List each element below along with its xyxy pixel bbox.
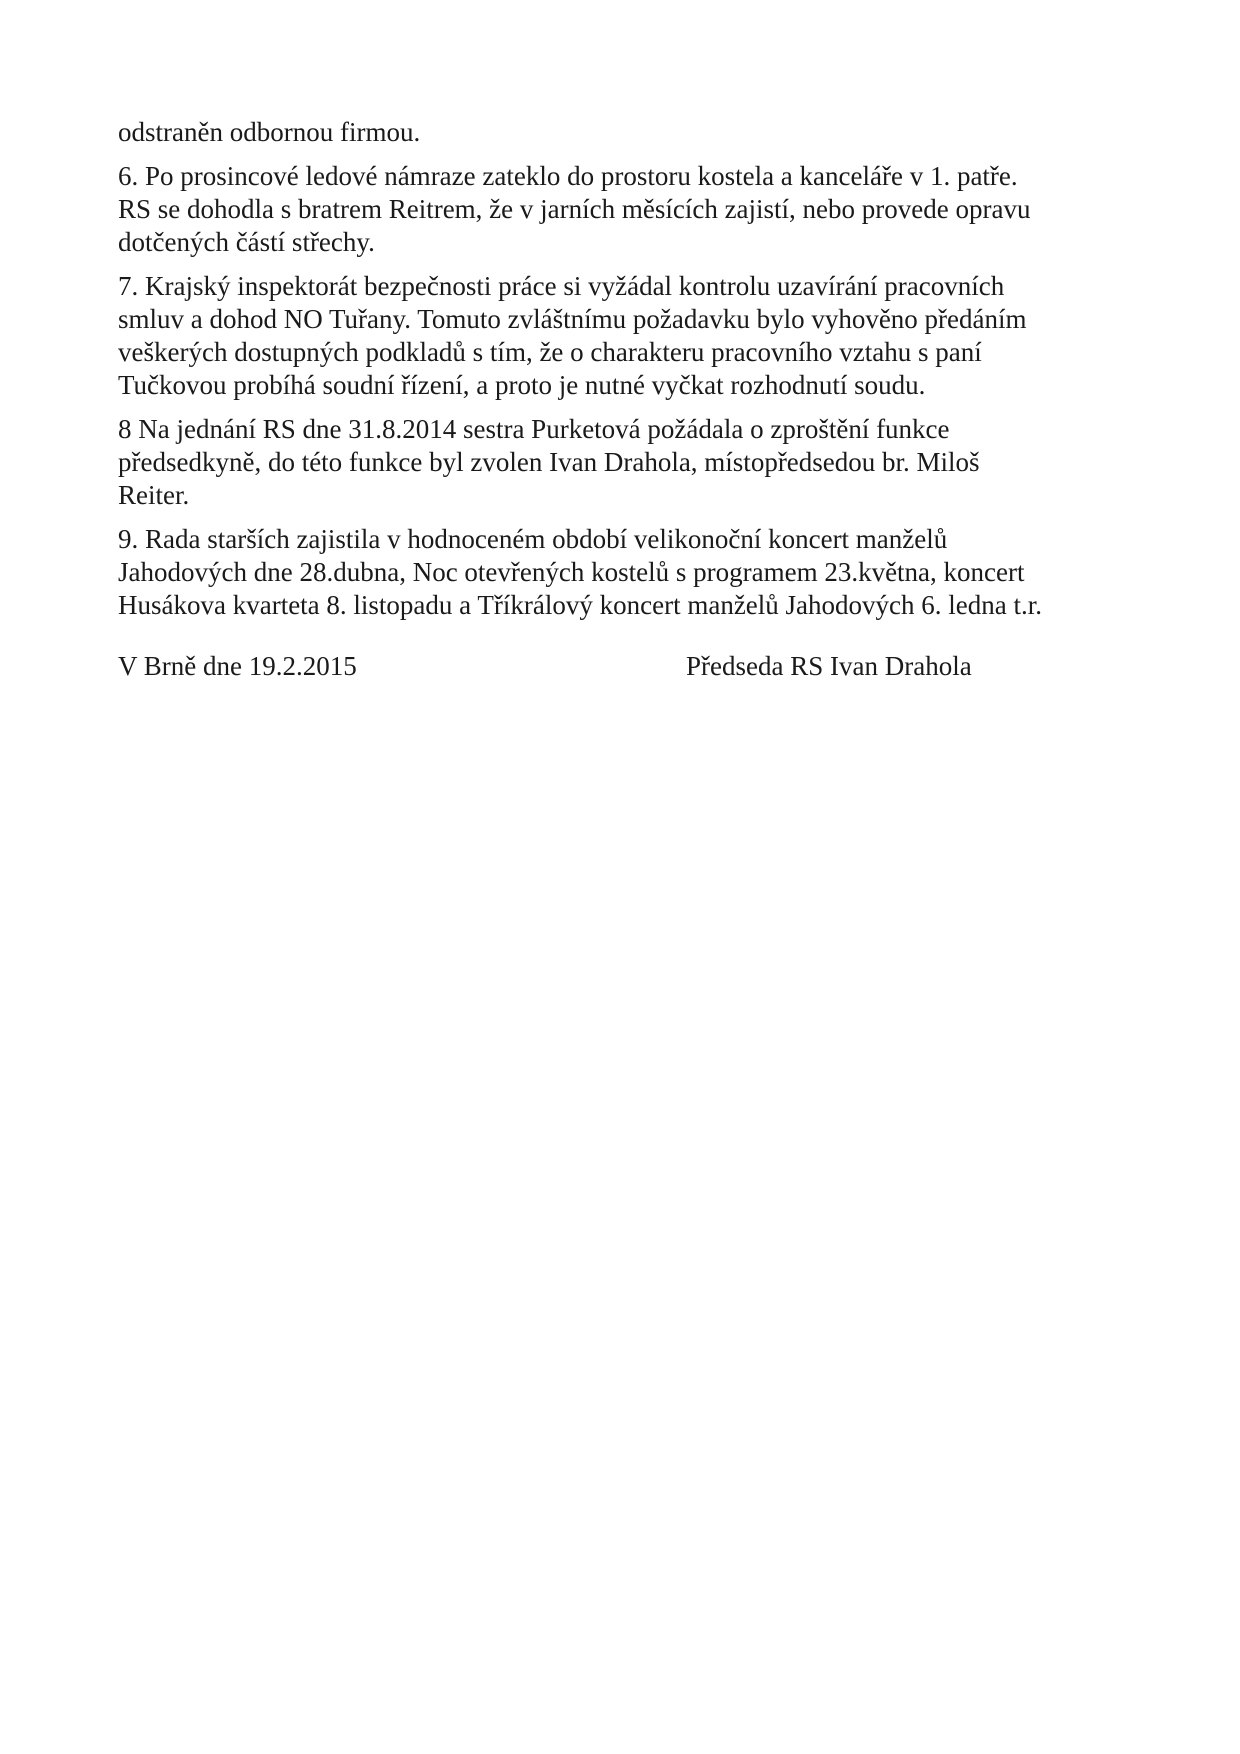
text-line: Husákova kvarteta 8. listopadu a Tříkrálový koncert manželů Jahodových 6. ledna t.r. bbox=[118, 590, 1042, 620]
text-line: 8 Na jednání RS dne 31.8.2014 sestra Purketová požádala o zproštění funkce bbox=[118, 414, 950, 444]
text-line: Jahodových dne 28.dubna, Noc otevřených kostelů s programem 23.května, koncert bbox=[118, 557, 1025, 587]
paragraph-item-8 bbox=[118, 413, 1128, 512]
text-line: dotčených částí střechy. bbox=[118, 227, 375, 257]
text-line: odstraněn odbornou firmou. bbox=[118, 117, 421, 147]
text-line: 7. Krajský inspektorát bezpečnosti práce si vyžádal kontrolu uzavírání pracovních bbox=[118, 271, 1005, 301]
paragraph-continuation bbox=[118, 116, 1128, 149]
text-line: předsedkyně, do této funkce byl zvolen Ivan Drahola, místopředsedou br. Miloš bbox=[118, 447, 980, 477]
text-line: 9. Rada starších zajistila v hodnoceném období velikonoční koncert manželů bbox=[118, 524, 948, 554]
text-line: 6. Po prosincové ledové námraze zateklo do prostoru kostela a kanceláře v 1. patře. bbox=[118, 161, 1018, 191]
signature: Předseda RS Ivan Drahola bbox=[686, 651, 972, 681]
place-and-date: V Brně dne 19.2.2015 bbox=[118, 651, 357, 681]
paragraph-item-7 bbox=[118, 270, 1128, 402]
text-line: smluv a dohod NO Tuřany. Tomuto zvláštnímu požadavku bylo vyhověno předáním bbox=[118, 304, 1027, 334]
text-line: Reiter. bbox=[118, 480, 190, 510]
text-line: RS se dohodla s bratrem Reitrem, že v jarních měsících zajistí, nebo provede opravu bbox=[118, 194, 1031, 224]
text-line: Tučkovou probíhá soudní řízení, a proto je nutné vyčkat rozhodnutí soudu. bbox=[118, 370, 926, 400]
document-footer bbox=[118, 650, 1128, 683]
document-page bbox=[118, 116, 1128, 683]
text-line: veškerých dostupných podkladů s tím, že o charakteru pracovního vztahu s paní bbox=[118, 337, 982, 367]
paragraph-item-9 bbox=[118, 523, 1128, 622]
paragraph-item-6 bbox=[118, 160, 1128, 259]
